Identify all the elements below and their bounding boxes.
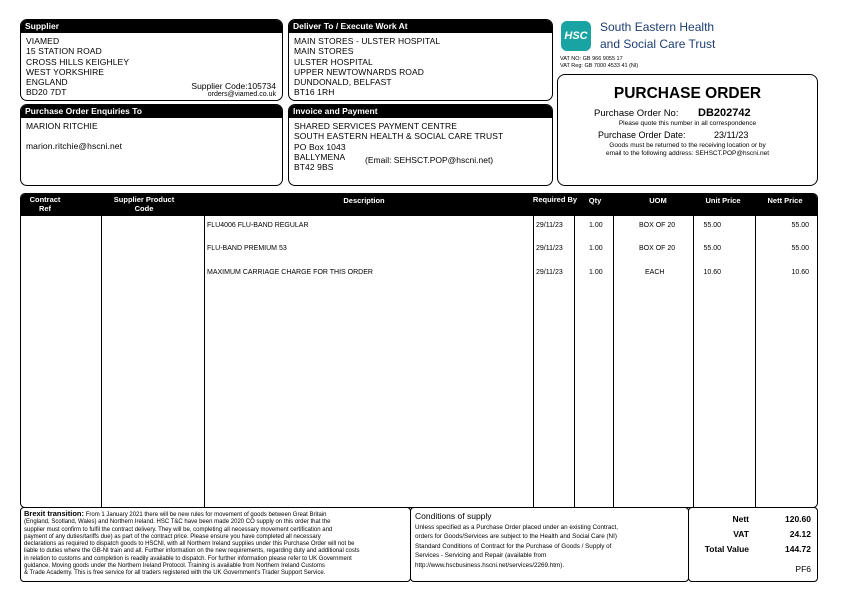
po-date: 23/11/23 (714, 130, 749, 140)
row-description: FLU-BAND PREMIUM 53 (207, 245, 287, 252)
column-divider (574, 216, 575, 507)
col-required-by: Required By (532, 195, 578, 204)
conditions-title: Conditions of supply (415, 511, 492, 521)
supplier-code: Supplier Code:105734 (191, 81, 276, 91)
col-qty: Qty (588, 196, 602, 205)
vat-registration: VAT Reg: GB 7000 4533 41 (NI) (560, 63, 639, 69)
brexit-line: guidance. Moving goods under the Northern Ireland Protocol. Training is available from Northern Ireland Customs (24, 563, 325, 570)
invoice-header: Invoice and Payment (289, 105, 552, 118)
col-description: Description (343, 196, 385, 205)
row-nett-price: 10.60 (791, 269, 809, 276)
enquiries-header: Purchase Order Enquiries To (21, 105, 282, 118)
address-line: WEST YORKSHIRE (26, 66, 105, 77)
invoice-email[interactable]: (Email: SEHSCT.POP@hscni.net) (365, 155, 494, 165)
deliver-header: Deliver To / Execute Work At (289, 20, 552, 33)
nett-label: Nett (732, 514, 749, 524)
conditions-line: Services - Servicing and Repair (available from (415, 552, 547, 560)
brexit-text (21, 508, 410, 580)
brexit-line: liable to duties where the GB-NI train and all. Further information on the new requirements, regarding duty and additional costs (24, 548, 360, 555)
deliver-box (288, 19, 553, 101)
table-header (21, 194, 817, 216)
totals-box (688, 507, 818, 582)
total-value: 144.72 (785, 544, 811, 554)
address-line: ENGLAND (26, 77, 68, 88)
row-description: FLU4006 FLU-BAND REGULAR (207, 222, 309, 229)
trust-name-line2: and Social Care Trust (600, 37, 716, 51)
brexit-line: & Trade Academy. This is free service for all traders registered with the UK Government's Trader Support Service. (24, 570, 326, 577)
address-line: CROSS HILLS KEIGHLEY (26, 56, 130, 67)
conditions-box (410, 507, 689, 582)
address-line: 15 STATION ROAD (26, 46, 102, 57)
brexit-line: declarations as required to dispatch goods to HSCNI, with all Northern Ireland supplies under this Purchase Order will not be (24, 541, 355, 548)
address-line: BT16 1RH (294, 87, 335, 98)
po-email-note-2: email to the following address: SEHSCT.POP@hscni.net (605, 150, 770, 157)
row-unit-price: 55.00 (703, 245, 721, 252)
hsc-logo: HSC (561, 21, 591, 51)
row-description: MAXIMUM CARRIAGE CHARGE FOR THIS ORDER (207, 269, 373, 276)
brexit-line: payment of any duties/tariffs due) as part of the contract price. Please ensure you have completed all necessary (24, 533, 321, 540)
address-line: DUNDONALD, BELFAST (294, 77, 392, 88)
po-date-label: Purchase Order Date: (598, 130, 686, 140)
col-contract-ref: Contract Ref (29, 195, 61, 213)
conditions-link[interactable]: http://www.hscbusiness.hscni.net/services/2269.htm). (415, 561, 565, 569)
brexit-line: in relation to customs and completion is readily available to dispatch. For further information please refer to UK Government (24, 555, 352, 562)
contact-email[interactable]: marion.ritchie@hscni.net (26, 141, 123, 152)
total-label: Total Value (704, 544, 749, 554)
address-line: VIAMED (26, 36, 60, 46)
row-uom: EACH (645, 269, 665, 276)
conditions-line: orders for Goods/Services are subject to the Health and Social Care (NI) (415, 533, 617, 541)
address-line: BD20 7DT (26, 87, 67, 98)
row-qty: 1.00 (589, 269, 603, 276)
column-divider (755, 216, 756, 507)
nett-value: 120.60 (785, 514, 811, 524)
purchase-order-box (557, 74, 818, 186)
column-divider (613, 216, 614, 507)
address-line: UPPER NEWTOWNARDS ROAD (294, 66, 425, 77)
enquiries-contact (21, 118, 282, 152)
column-divider (693, 216, 694, 507)
row-required-by: 29/11/23 (536, 222, 563, 229)
items-table (20, 193, 818, 508)
row-qty: 1.00 (589, 222, 603, 229)
enquiries-box (20, 104, 283, 186)
row-required-by: 29/11/23 (536, 269, 563, 276)
po-quote-note: Please quote this number in all correspondence (618, 120, 757, 127)
conditions-line: Standard Conditions of Contract for the Purchase of Goods / Supply of (415, 542, 612, 550)
col-unit-price: Unit Price (705, 196, 741, 205)
column-divider (204, 216, 205, 507)
row-uom: BOX OF 20 (639, 245, 676, 252)
row-required-by: 29/11/23 (536, 245, 563, 252)
conditions-line: Unless specified as a Purchase Order placed under an existing Contract, (415, 524, 619, 531)
row-qty: 1.00 (589, 245, 603, 252)
invoice-box (288, 104, 553, 186)
row-uom: BOX OF 20 (639, 222, 676, 229)
address-line: BALLYMENA (294, 151, 346, 162)
contact-name: MARION RITCHIE (26, 121, 98, 131)
trust-name-line1: South Eastern Health (600, 20, 715, 34)
po-title: PURCHASE ORDER (613, 85, 762, 102)
address-line: MAIN STORES (294, 46, 354, 57)
col-uom: UOM (649, 196, 667, 205)
address-line: SHARED SERVICES PAYMENT CENTRE (294, 121, 457, 131)
po-email-note-1: Goods must be returned to the receiving location or by (609, 142, 766, 149)
brexit-line: (England, Scotland, Wales) and Northern Ireland. HSC T&C have been made 2020 CO supply on this order that the (24, 519, 331, 526)
address-line: PO Box 1043 (294, 141, 346, 152)
supplier-box (20, 19, 283, 101)
brexit-title: Brexit transition: (24, 509, 85, 518)
address-line: SOUTH EASTERN HEALTH & SOCIAL CARE TRUST (294, 131, 504, 142)
footer-code: PF6 (795, 564, 811, 574)
column-divider (533, 216, 534, 507)
deliver-address (289, 33, 552, 98)
brexit-line: From 1 January 2021 there will be new rules for movement of goods between Great Britain (85, 512, 327, 518)
vat-number: VAT NO: GB 966 9055 17 (560, 56, 623, 62)
row-unit-price: 10.60 (703, 269, 721, 276)
col-supplier-code: Supplier Product Code (113, 195, 175, 213)
po-number: DB202742 (698, 107, 751, 119)
supplier-email[interactable]: orders@viamed.co.uk (207, 91, 276, 98)
row-unit-price: 55.00 (703, 222, 721, 229)
column-divider (101, 216, 102, 507)
po-number-label: Purchase Order No: (594, 108, 679, 119)
col-nett-price: Nett Price (767, 196, 803, 205)
vat-label: VAT (733, 529, 749, 539)
brexit-box (20, 507, 411, 582)
row-nett-price: 55.00 (791, 222, 809, 229)
vat-value: 24.12 (789, 529, 811, 539)
address-line: ULSTER HOSPITAL (294, 56, 373, 67)
row-nett-price: 55.00 (791, 245, 809, 252)
address-line: BT42 9BS (294, 162, 334, 173)
brexit-line: supplier must confirm to fulfil the contract delivery. They will be, completing all necessary movement certification and (24, 526, 333, 533)
supplier-header: Supplier (21, 20, 282, 33)
address-line: MAIN STORES - ULSTER HOSPITAL (294, 36, 441, 46)
conditions-text (411, 521, 688, 570)
